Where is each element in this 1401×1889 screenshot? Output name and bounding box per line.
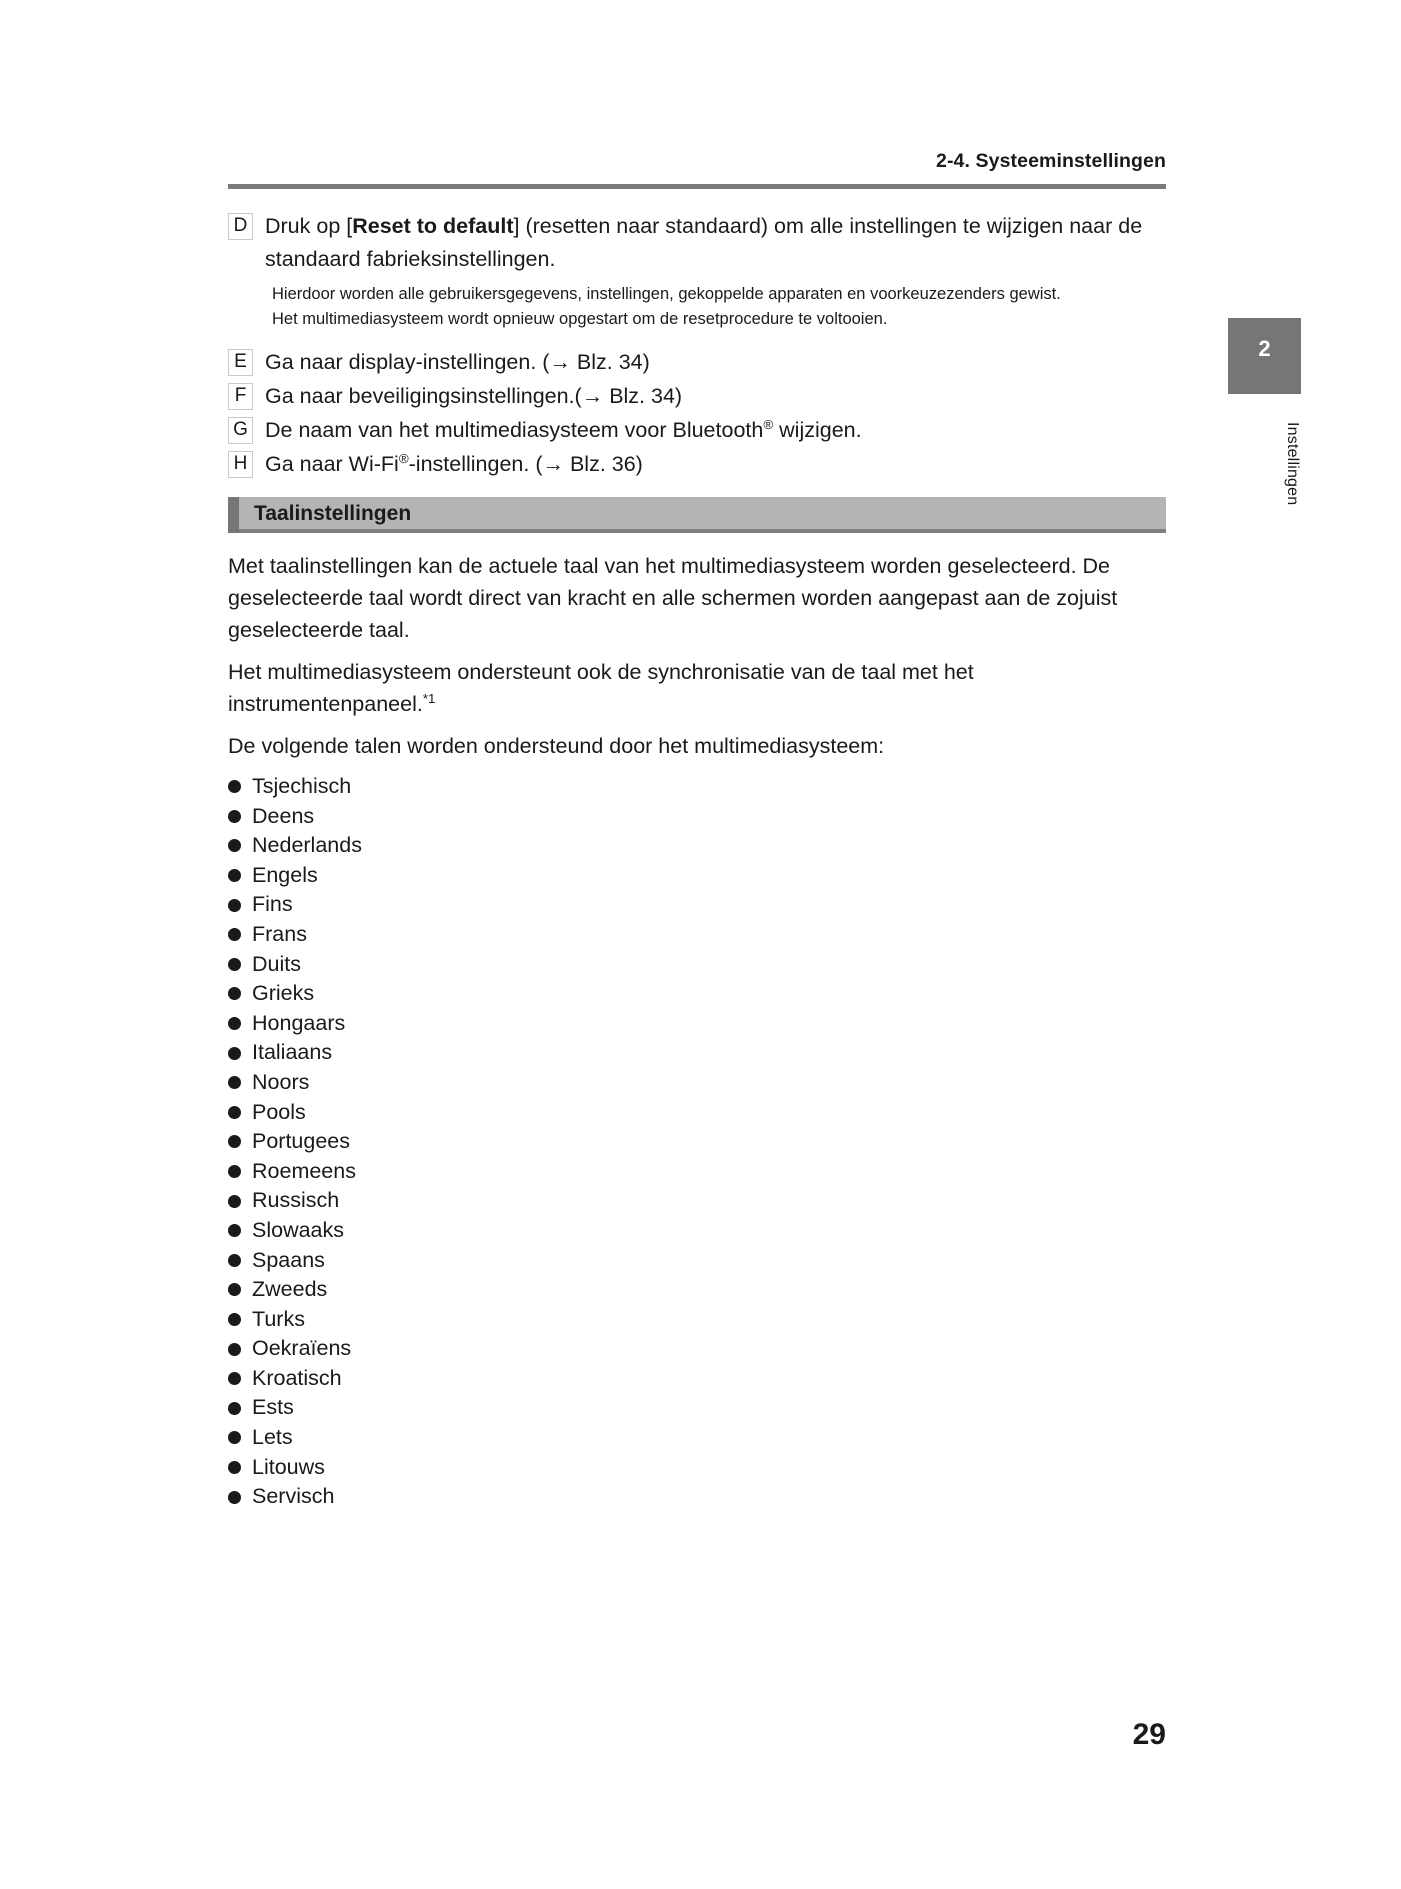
list-item [228, 831, 1166, 861]
bullet-icon [228, 1047, 241, 1060]
content-column [228, 210, 1166, 1512]
bullet-icon [228, 987, 241, 1000]
list-item-label: Fins [252, 892, 293, 917]
list-item [228, 1364, 1166, 1394]
section-heading-accent-bar [228, 497, 239, 533]
list-item-label: Duits [252, 951, 301, 976]
bullet-icon [228, 869, 241, 882]
list-item [228, 1482, 1166, 1512]
section-paragraph-2-text: Het multimediasysteem ondersteunt ook de synchronisatie van de taal met het instrumentenpaneel. [228, 660, 974, 716]
list-item [228, 1305, 1166, 1335]
bullet-icon [228, 1017, 241, 1030]
list-item [228, 920, 1166, 950]
step-d-text [253, 210, 1166, 276]
bullet-icon [228, 1431, 241, 1444]
list-item [228, 1334, 1166, 1364]
list-item [228, 1453, 1166, 1483]
list-item-label: Ests [252, 1395, 294, 1420]
list-item [228, 1275, 1166, 1305]
list-item-label: Nederlands [252, 833, 362, 858]
step-d-note: Hierdoor worden alle gebruikersgegevens, instellingen, gekoppelde apparaten en voorkeuzezenders gewist. Het multimediasysteem wordt opnieuw opgestart om de resetprocedure te voltooien. [272, 285, 1061, 328]
list-item [228, 772, 1166, 802]
registered-trademark-icon: ® [763, 416, 774, 432]
step-letter-f: F [228, 383, 253, 410]
list-item-label: Hongaars [252, 1010, 346, 1035]
section-paragraph-2 [228, 656, 1158, 720]
step-g [228, 414, 1166, 447]
step-h-text-before: Ga naar Wi-Fi [265, 452, 399, 476]
bullet-icon [228, 1224, 241, 1237]
header-rule [228, 184, 1166, 189]
step-h-text [253, 448, 1166, 481]
step-g-text-after: wijzigen. [773, 418, 862, 442]
list-item-label: Oekraïens [252, 1336, 352, 1361]
registered-trademark-icon: ® [398, 450, 409, 466]
step-e [228, 346, 1166, 379]
list-item-label: Litouws [252, 1454, 325, 1479]
chapter-tab-label-text: Instellingen [1284, 422, 1301, 506]
list-item-label: Lets [252, 1425, 293, 1450]
bullet-icon [228, 1343, 241, 1356]
step-d [228, 210, 1166, 276]
list-item-label: Servisch [252, 1484, 335, 1509]
page-number: 29 [1132, 1718, 1166, 1751]
list-item-label: Engels [252, 862, 318, 887]
section-paragraph-1: Met taalinstellingen kan de actuele taal van het multimediasysteem worden geselecteerd. De geselecteerde taal wordt direct van kracht en alle schermen worden aangepast aan de zojuist geselecteerde taal. [228, 554, 1118, 642]
list-item-label: Deens [252, 803, 315, 828]
list-item-label: Russisch [252, 1188, 340, 1213]
footnote-marker: *1 [422, 690, 436, 706]
list-item [228, 890, 1166, 920]
step-letter-g: G [228, 417, 253, 444]
step-letter-h: H [228, 451, 253, 478]
step-letter-d: D [228, 213, 253, 240]
list-item [228, 1216, 1166, 1246]
bullet-icon [228, 1165, 241, 1178]
bullet-icon [228, 1461, 241, 1474]
bullet-icon [228, 928, 241, 941]
list-item [228, 1038, 1166, 1068]
list-item [228, 1423, 1166, 1453]
list-item-label: Grieks [252, 981, 315, 1006]
bullet-icon [228, 1283, 241, 1296]
list-item-label: Slowaaks [252, 1217, 345, 1242]
section-heading-underline [228, 529, 1166, 533]
step-g-text-before: De naam van het multimediasysteem voor Bluetooth [265, 418, 764, 442]
bullet-icon [228, 1195, 241, 1208]
section-heading [228, 497, 1166, 532]
step-f [228, 380, 1166, 413]
step-d-text-before: Druk op [ [265, 214, 353, 238]
list-item-label: Kroatisch [252, 1365, 342, 1390]
step-e-text: Ga naar display-instellingen. (→ Blz. 34) [265, 350, 650, 374]
step-h-text-after: -instellingen. (→ Blz. 36) [408, 452, 643, 476]
list-item-label: Italiaans [252, 1040, 333, 1065]
list-item [228, 1098, 1166, 1128]
list-item [228, 950, 1166, 980]
step-d-bold-label: Reset to default [352, 214, 514, 238]
list-item-label: Portugees [252, 1129, 351, 1154]
bullet-icon [228, 958, 241, 971]
step-g-text [253, 414, 1166, 447]
bullet-icon [228, 810, 241, 823]
bullet-icon [228, 1254, 241, 1267]
bullet-icon [228, 1076, 241, 1089]
step-letter-e: E [228, 349, 253, 376]
step-d-text-after: ] (resetten naar standaard) om alle instellingen te wijzigen naar de standaard fabrieksinstellingen. [265, 214, 1143, 271]
list-item-label: Tsjechisch [252, 774, 352, 798]
list-item [228, 1246, 1166, 1276]
list-item-label: Roemeens [252, 1158, 356, 1183]
bullet-icon [228, 1372, 241, 1385]
list-item [228, 979, 1166, 1009]
section-paragraph-3: De volgende talen worden ondersteund door het multimediasysteem: [228, 734, 885, 758]
chapter-tab-number: 2 [1258, 336, 1271, 361]
bullet-icon [228, 1402, 241, 1415]
list-item [228, 861, 1166, 891]
chapter-tab [1228, 318, 1301, 394]
bullet-icon [228, 839, 241, 852]
bullet-icon [228, 1106, 241, 1119]
list-item [228, 1068, 1166, 1098]
list-item [228, 1009, 1166, 1039]
supported-languages-list [228, 772, 1166, 1512]
bullet-icon [228, 1313, 241, 1326]
bullet-icon [228, 1491, 241, 1504]
list-item-label: Zweeds [252, 1277, 328, 1302]
section-heading-title: Taalinstellingen [254, 502, 412, 525]
bullet-icon [228, 899, 241, 912]
list-item [228, 802, 1166, 832]
running-header: 2-4. Systeeminstellingen [936, 150, 1166, 172]
list-item [228, 1157, 1166, 1187]
list-item [228, 1393, 1166, 1423]
bullet-icon [228, 1135, 241, 1148]
step-f-text: Ga naar beveiligingsinstellingen.(→ Blz. 34) [265, 384, 683, 408]
list-item [228, 1186, 1166, 1216]
list-item-label: Pools [252, 1099, 306, 1124]
list-item-label: Frans [252, 921, 307, 946]
step-h [228, 448, 1166, 481]
list-item-label: Spaans [252, 1247, 325, 1272]
list-item [228, 1127, 1166, 1157]
list-item-label: Noors [252, 1069, 310, 1094]
chapter-tab-label [1228, 420, 1301, 570]
list-item-label: Turks [252, 1306, 305, 1331]
bullet-icon [228, 780, 241, 793]
